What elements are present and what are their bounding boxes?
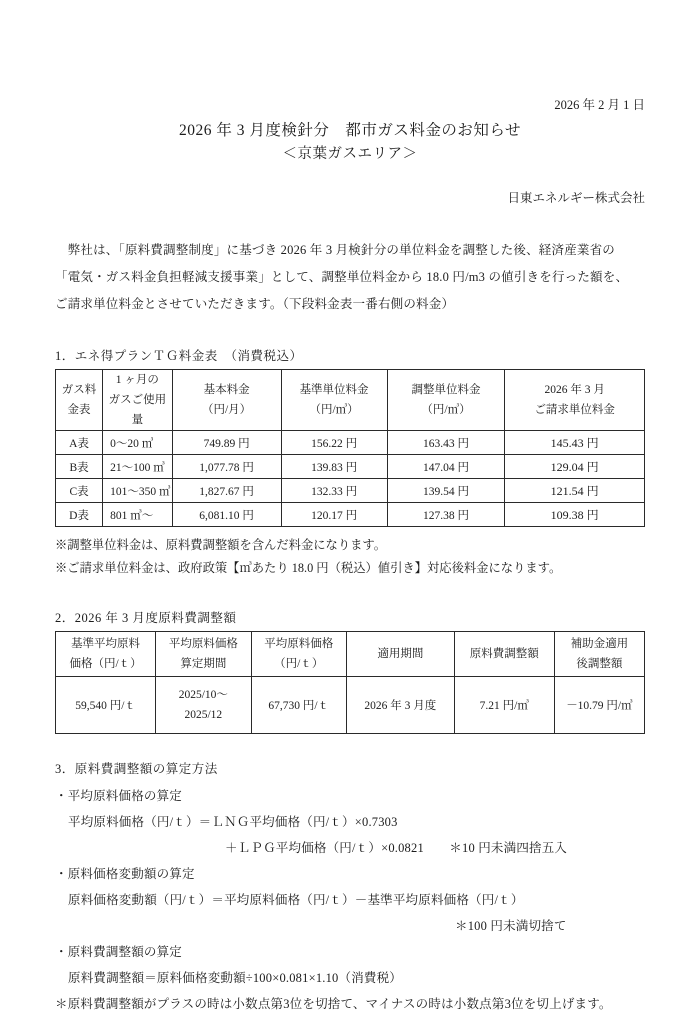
cell-usage-range: 0～20 ㎥	[103, 431, 173, 455]
cell-adjusted-unit: 139.54 円	[387, 479, 505, 503]
note-adjusted-unit: ※調整単位料金は、原料費調整額を含んだ料金になります。	[55, 538, 387, 552]
section1-heading: 1．エネ得プランＴＧ料金表 （消費税込）	[55, 349, 303, 363]
period-line: 2025/12	[184, 709, 223, 721]
table-row-d	[56, 503, 645, 527]
cell-table-label: D表	[56, 503, 103, 527]
cell-base-average-price: 59,540 円/ｔ	[56, 677, 156, 734]
header-cell-usage	[103, 370, 173, 431]
header-text: （円/ｔ）	[274, 658, 324, 670]
header-text: 後調整額	[576, 658, 623, 670]
header-cell-adjustment-amount	[454, 632, 554, 677]
raw-material-adjustment-table	[55, 631, 645, 734]
header-cell-average-price	[251, 632, 346, 677]
section3-heading: 3．原料費調整額の算定方法	[55, 762, 218, 776]
cell-usage-range: 101～350 ㎥	[103, 479, 173, 503]
cell-standard-unit: 120.17 円	[281, 503, 387, 527]
header-text: 平均原料価格	[168, 638, 238, 650]
cell-table-label: C表	[56, 479, 103, 503]
cell-adjustment-amount: 7.21 円/㎥	[454, 677, 554, 734]
header-text: 2026 年 3 月	[544, 384, 605, 396]
table1-notes	[55, 534, 645, 580]
cell-apply-period: 2026 年 3 月度	[346, 677, 454, 734]
cell-standard-unit: 139.83 円	[281, 455, 387, 479]
cell-billed-unit: 121.54 円	[505, 479, 645, 503]
cell-standard-unit: 156.22 円	[281, 431, 387, 455]
header-cell-table-name	[56, 370, 103, 431]
cell-base-charge: 749.89 円	[172, 431, 281, 455]
cell-usage-range: 801 ㎥～	[103, 503, 173, 527]
calc-note-rounding-100yen: ＊100 円未満切捨て	[455, 919, 567, 933]
header-text: 適用期間	[377, 648, 424, 660]
intro-line: 弊社は、「原料費調整制度」に基づき 2026 年 3 月検針分の単位料金を調整した後、経済産業省の	[55, 243, 616, 257]
header-cell-calc-period	[156, 632, 251, 677]
table-row-c	[56, 479, 645, 503]
cell-base-charge: 6,081.10 円	[172, 503, 281, 527]
calc-note-decimal-rounding: ＊原料費調整額がプラスの時は小数点第3位を切捨て、マイナスの時は小数点第3位を切上げます。	[55, 997, 612, 1011]
period-line: 2025/10～	[178, 689, 228, 701]
header-text: 算定期間	[180, 658, 227, 670]
gas-rate-table-header-row	[56, 370, 645, 431]
cell-adjusted-unit: 147.04 円	[387, 455, 505, 479]
cell-base-charge: 1,077.78 円	[172, 455, 281, 479]
header-text: 原料費調整額	[469, 648, 539, 660]
header-text: 1 ヶ月の	[115, 374, 159, 386]
calc-bullet-adjustment: ・原料費調整額の算定	[55, 945, 183, 959]
cell-table-label: B表	[56, 455, 103, 479]
cell-base-charge: 1,827.67 円	[172, 479, 281, 503]
cell-standard-unit: 132.33 円	[281, 479, 387, 503]
calc-bullet-average-price: ・平均原料価格の算定	[55, 789, 183, 803]
header-text: 平均原料価格	[264, 638, 334, 650]
calc-formula-lpg: ＋ＬＰＧ平均価格（円/ｔ）×0.0821 ＊10 円未満四捨五入	[225, 841, 568, 855]
cell-post-subsidy: －10.79 円/㎥	[554, 677, 644, 734]
header-text: ガスご使用量	[108, 394, 167, 426]
header-text: 基準単位料金	[299, 384, 369, 396]
intro-line: 「電気・ガス料金負担軽減支援事業」として、調整単位料金から 18.0 円/m3 の値引きを行った額を、	[55, 270, 629, 284]
cell-usage-range: 21～100 ㎥	[103, 455, 173, 479]
gas-rate-table	[55, 369, 645, 527]
adjustment-table-data-row	[56, 677, 645, 734]
header-cell-apply-period	[346, 632, 454, 677]
header-cell-adjusted-unit	[387, 370, 505, 431]
calc-bullet-price-change: ・原料価格変動額の算定	[55, 867, 195, 881]
header-text: （円/㎥）	[421, 404, 471, 416]
document-title: 2026 年 3 月度検針分 都市ガス料金のお知らせ	[179, 122, 521, 139]
header-text: 調整単位料金	[411, 384, 481, 396]
header-text: ご請求単位料金	[534, 404, 615, 416]
header-text: 価格（円/ｔ）	[69, 658, 142, 670]
header-text: 基本料金	[203, 384, 250, 396]
header-cell-billed-unit	[505, 370, 645, 431]
document-subtitle-area: ＜京葉ガスエリア＞	[282, 146, 418, 162]
calc-formula-lng: 平均原料価格（円/ｔ）＝ＬＮＧ平均価格（円/ｔ）×0.7303	[68, 815, 398, 829]
header-text: （円/㎥）	[309, 404, 359, 416]
header-cell-standard-unit	[281, 370, 387, 431]
document-date: 2026 年 2 月 1 日	[554, 98, 645, 112]
calc-formula-adjustment: 原料費調整額＝原料価格変動額÷100×0.081×1.10（消費税）	[68, 971, 403, 985]
company-name: 日東エネルギー株式会社	[507, 191, 645, 205]
intro-line: ご請求単位料金とさせていただきます。（下段料金表一番右側の料金）	[55, 297, 455, 311]
header-cell-post-subsidy	[554, 632, 644, 677]
calc-formula-price-change: 原料価格変動額（円/ｔ）＝平均原料価格（円/ｔ）－基準平均原料価格（円/ｔ）	[68, 893, 524, 907]
header-text: 基準平均原料	[71, 638, 141, 650]
table-row-b	[56, 455, 645, 479]
cell-billed-unit: 129.04 円	[505, 455, 645, 479]
cell-billed-unit: 145.43 円	[505, 431, 645, 455]
adjustment-table-header-row	[56, 632, 645, 677]
header-text: 金表	[67, 404, 91, 416]
header-text: 補助金適用	[570, 638, 629, 650]
header-cell-base-charge	[172, 370, 281, 431]
intro-paragraph	[55, 237, 645, 318]
header-text: （円/月）	[201, 404, 252, 416]
cell-adjusted-unit: 163.43 円	[387, 431, 505, 455]
header-cell-base-average-price	[56, 632, 156, 677]
cell-table-label: A表	[56, 431, 103, 455]
note-billed-unit: ※ご請求単位料金は、政府政策【㎥あたり 18.0 円（税込）値引き】対応後料金になります。	[55, 561, 562, 575]
header-text: ガス料	[61, 384, 97, 396]
calculation-method	[55, 783, 645, 1017]
cell-calc-period	[156, 677, 251, 734]
cell-billed-unit: 109.38 円	[505, 503, 645, 527]
table-row-a	[56, 431, 645, 455]
cell-average-price: 67,730 円/ｔ	[251, 677, 346, 734]
section2-heading: 2．2026 年 3 月度原料費調整額	[55, 611, 237, 625]
cell-adjusted-unit: 127.38 円	[387, 503, 505, 527]
